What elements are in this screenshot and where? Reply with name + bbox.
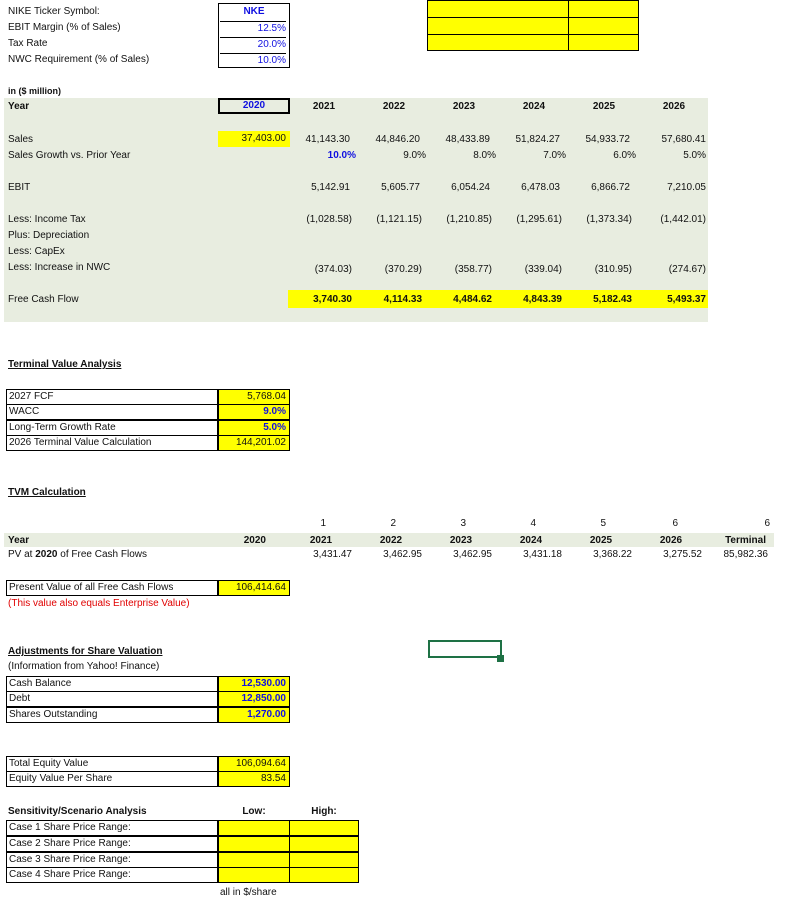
debt-label: Debt: [6, 691, 218, 707]
ebit-value: 5,142.91: [311, 182, 350, 193]
shares-outstanding-label: Shares Outstanding: [6, 707, 218, 723]
tvm-year: 2025: [589, 535, 613, 546]
ticker-input[interactable]: NKE: [243, 6, 265, 17]
adjustments-source: (Information from Yahoo! Finance): [8, 661, 160, 672]
period-number: 3: [460, 518, 466, 529]
fcf-value: 4,484.62: [453, 294, 492, 305]
depreciation-label: Plus: Depreciation: [8, 230, 90, 241]
growth-value: 8.0%: [473, 150, 496, 161]
period-number: 6: [764, 518, 770, 529]
tax-value: (1,373.34): [586, 214, 632, 225]
case-3-low[interactable]: [218, 852, 290, 868]
case-4-label: Case 4 Share Price Range:: [6, 867, 218, 883]
nwc-value: (339.04): [524, 264, 562, 275]
tvm-year: 2021: [309, 535, 333, 546]
tax-value: (1,442.01): [660, 214, 706, 225]
shares-outstanding-input[interactable]: 1,270.00: [218, 707, 290, 723]
units-label: in ($ million): [8, 86, 61, 96]
ebit-label: EBIT: [8, 182, 31, 193]
ebit-margin-input[interactable]: 12.5%: [220, 21, 286, 36]
growth-value: 6.0%: [613, 150, 636, 161]
free-cash-flow-label: Free Cash Flow: [8, 294, 79, 305]
nwc-increase-label: Less: Increase in NWC: [8, 262, 111, 273]
pv-value: 3,368.22: [593, 549, 632, 560]
period-number: 5: [600, 518, 606, 529]
year-2023: 2023: [452, 101, 476, 112]
case-1-low[interactable]: [218, 820, 290, 836]
pv-value: 3,275.52: [663, 549, 702, 560]
tvm-title: TVM Calculation: [8, 487, 86, 498]
wacc-input[interactable]: 9.0%: [218, 404, 290, 420]
sales-value: 41,143.30: [305, 134, 350, 145]
nwc-value: (310.95): [594, 264, 632, 275]
year-2026: 2026: [662, 101, 686, 112]
tax-value: (1,295.61): [516, 214, 562, 225]
period-number: 6: [672, 518, 678, 529]
high-header: High:: [311, 806, 337, 817]
sales-2020-input[interactable]: 37,403.00: [218, 131, 290, 147]
fcf-value: 4,843.39: [523, 294, 562, 305]
nwc-value: (358.77): [454, 264, 492, 275]
terminal-value: 144,201.02: [218, 435, 290, 451]
long-term-growth-input[interactable]: 5.0%: [218, 420, 290, 436]
terminal-value-title: Terminal Value Analysis: [8, 359, 122, 370]
units-note: all in $/share: [220, 887, 277, 898]
period-number: 4: [530, 518, 536, 529]
fcf-value: 5,493.37: [667, 294, 706, 305]
tvm-year: 2023: [449, 535, 473, 546]
year-2021: 2021: [312, 101, 336, 112]
case-4-low[interactable]: [218, 867, 290, 883]
total-equity-value: 106,094.64: [218, 756, 290, 772]
tvm-year: 2022: [379, 535, 403, 546]
equity-per-share-value: 83.54: [218, 771, 290, 787]
case-3-label: Case 3 Share Price Range:: [6, 852, 218, 868]
pv-value: 3,462.95: [453, 549, 492, 560]
active-cell-selection[interactable]: [428, 640, 502, 658]
sales-label: Sales: [8, 134, 34, 145]
tax-rate-label: Tax Rate: [8, 38, 48, 49]
ebit-value: 7,210.05: [667, 182, 706, 193]
enterprise-value-note: (This value also equals Enterprise Value): [8, 598, 190, 609]
sales-growth-label: Sales Growth vs. Prior Year: [8, 150, 131, 161]
total-equity-label: Total Equity Value: [6, 756, 218, 772]
tvm-base-year: 2020: [243, 535, 266, 546]
ebit-margin-label: EBIT Margin (% of Sales): [8, 22, 121, 33]
period-number: 1: [320, 518, 326, 529]
period-number: 2: [390, 518, 396, 529]
case-2-high[interactable]: [289, 836, 359, 852]
ticker-label: NIKE Ticker Symbol:: [8, 6, 100, 17]
cash-balance-label: Cash Balance: [6, 676, 218, 692]
low-header: Low:: [242, 806, 266, 817]
tax-value: (1,121.15): [376, 214, 422, 225]
sales-value: 54,933.72: [585, 134, 630, 145]
growth-value: 5.0%: [683, 150, 706, 161]
year-header-label: Year: [8, 101, 30, 112]
tvm-year-terminal: Terminal: [725, 535, 766, 546]
year-2025: 2025: [592, 101, 616, 112]
pv-value: 3,431.47: [313, 549, 352, 560]
fill-handle[interactable]: [497, 655, 504, 662]
pv-total-value: 106,414.64: [218, 580, 290, 596]
capex-label: Less: CapEx: [8, 246, 65, 257]
nwc-requirement-label: NWC Requirement (% of Sales): [8, 54, 150, 65]
ebit-value: 6,478.03: [521, 182, 560, 193]
adjustments-title: Adjustments for Share Valuation: [8, 646, 163, 657]
case-3-high[interactable]: [289, 852, 359, 868]
fcf-value: 5,182.43: [593, 294, 632, 305]
sales-value: 44,846.20: [375, 134, 420, 145]
fcf-value: 3,740.30: [313, 294, 352, 305]
tvm-year: 2024: [519, 535, 543, 546]
ebit-value: 6,866.72: [591, 182, 630, 193]
year-2024: 2024: [522, 101, 546, 112]
year-2022: 2022: [382, 101, 406, 112]
pv-label: PV at 2020 of Free Cash Flows: [8, 549, 147, 560]
pv-value: 3,462.95: [383, 549, 422, 560]
sales-value: 57,680.41: [661, 134, 706, 145]
case-2-label: Case 2 Share Price Range:: [6, 836, 218, 852]
growth-2021-input[interactable]: 10.0%: [327, 150, 356, 161]
case-2-low[interactable]: [218, 836, 290, 852]
tv-2027-fcf: 5,768.04: [218, 389, 290, 405]
pv-value: 3,431.18: [523, 549, 562, 560]
debt-input[interactable]: 12,850.00: [218, 691, 290, 707]
tv-row-label: 2026 Terminal Value Calculation: [6, 435, 218, 451]
sensitivity-title: Sensitivity/Scenario Analysis: [8, 806, 147, 817]
year-2020-input[interactable]: 2020: [218, 98, 290, 114]
pv-value-terminal: 85,982.36: [723, 549, 768, 560]
ebit-value: 5,605.77: [381, 182, 420, 193]
tv-row-label: WACC: [6, 404, 218, 420]
cash-balance-input[interactable]: 12,530.00: [218, 676, 290, 692]
case-1-high[interactable]: [289, 820, 359, 836]
tvm-year-label: Year: [8, 535, 30, 546]
sales-value: 51,824.27: [515, 134, 560, 145]
growth-value: 9.0%: [403, 150, 426, 161]
case-1-label: Case 1 Share Price Range:: [6, 820, 218, 836]
nwc-requirement-input[interactable]: 10.0%: [220, 53, 286, 68]
nwc-value: (374.03): [314, 264, 352, 275]
nwc-value: (274.67): [668, 264, 706, 275]
top-yellow-block[interactable]: [427, 0, 639, 51]
income-tax-label: Less: Income Tax: [8, 214, 86, 225]
nwc-value: (370.29): [384, 264, 422, 275]
growth-value: 7.0%: [543, 150, 566, 161]
pv-total-label: Present Value of all Free Cash Flows: [6, 580, 218, 596]
tv-row-label: Long-Term Growth Rate: [6, 420, 218, 436]
fcf-value: 4,114.33: [383, 294, 422, 305]
sales-value: 48,433.89: [445, 134, 490, 145]
tax-rate-input[interactable]: 20.0%: [220, 37, 286, 52]
ebit-value: 6,054.24: [451, 182, 490, 193]
equity-per-share-label: Equity Value Per Share: [6, 771, 218, 787]
tvm-year: 2026: [659, 535, 683, 546]
tax-value: (1,210.85): [446, 214, 492, 225]
tv-row-label: 2027 FCF: [6, 389, 218, 405]
case-4-high[interactable]: [289, 867, 359, 883]
tax-value: (1,028.58): [306, 214, 352, 225]
